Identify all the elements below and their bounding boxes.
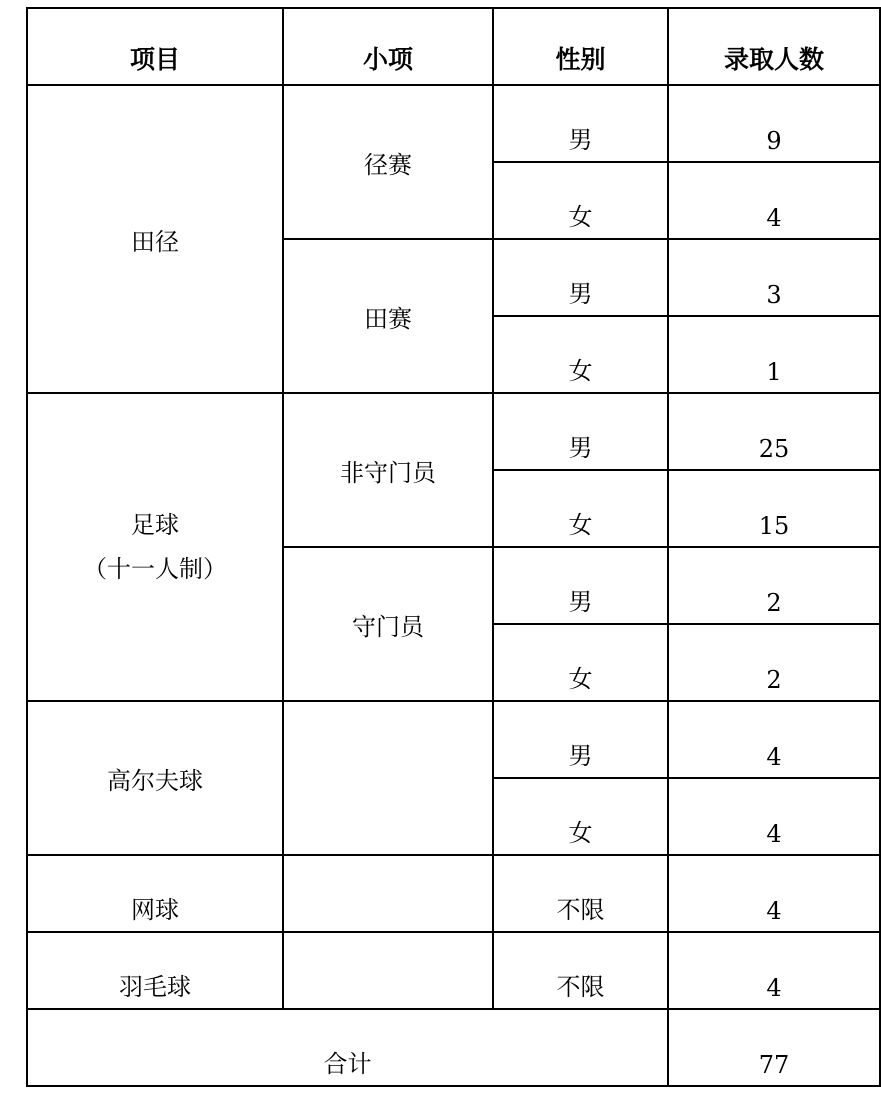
count-cell: 25 <box>668 393 880 470</box>
project-tennis: 网球 <box>27 855 283 932</box>
project-football-line2: （十一人制） <box>83 555 227 583</box>
project-football-line1: 足球 <box>131 511 179 539</box>
admission-table <box>26 7 881 1087</box>
table-row <box>27 85 880 162</box>
header-project: 项目 <box>27 8 283 85</box>
gender-cell: 男 <box>493 239 668 316</box>
header-gender: 性别 <box>493 8 668 85</box>
gender-cell: 女 <box>493 470 668 547</box>
project-badminton: 羽毛球 <box>27 932 283 1009</box>
total-label: 合计 <box>27 1009 668 1086</box>
gender-cell: 女 <box>493 778 668 855</box>
count-cell: 4 <box>668 701 880 778</box>
sub-empty <box>283 701 493 855</box>
count-cell: 9 <box>668 85 880 162</box>
gender-cell: 女 <box>493 316 668 393</box>
sub-goalkeeper: 守门员 <box>283 547 493 701</box>
gender-cell: 不限 <box>493 932 668 1009</box>
gender-cell: 女 <box>493 162 668 239</box>
count-cell: 4 <box>668 932 880 1009</box>
count-cell: 4 <box>668 855 880 932</box>
project-track: 田径 <box>27 85 283 393</box>
count-cell: 4 <box>668 778 880 855</box>
count-cell: 3 <box>668 239 880 316</box>
total-row <box>27 1009 880 1086</box>
count-cell: 1 <box>668 316 880 393</box>
count-cell: 15 <box>668 470 880 547</box>
count-cell: 2 <box>668 624 880 701</box>
project-football <box>27 393 283 701</box>
header-row <box>27 8 880 85</box>
header-count: 录取人数 <box>668 8 880 85</box>
gender-cell: 男 <box>493 85 668 162</box>
table-row <box>27 855 880 932</box>
sub-empty <box>283 932 493 1009</box>
total-count: 77 <box>668 1009 880 1086</box>
sub-empty <box>283 855 493 932</box>
header-sub-item: 小项 <box>283 8 493 85</box>
project-golf: 高尔夫球 <box>27 701 283 855</box>
gender-cell: 男 <box>493 701 668 778</box>
gender-cell: 男 <box>493 393 668 470</box>
table-row <box>27 932 880 1009</box>
gender-cell: 男 <box>493 547 668 624</box>
sub-running: 径赛 <box>283 85 493 239</box>
sub-field: 田赛 <box>283 239 493 393</box>
table-row <box>27 701 880 778</box>
sub-non-goalkeeper: 非守门员 <box>283 393 493 547</box>
count-cell: 2 <box>668 547 880 624</box>
table-row <box>27 393 880 470</box>
gender-cell: 女 <box>493 624 668 701</box>
count-cell: 4 <box>668 162 880 239</box>
gender-cell: 不限 <box>493 855 668 932</box>
